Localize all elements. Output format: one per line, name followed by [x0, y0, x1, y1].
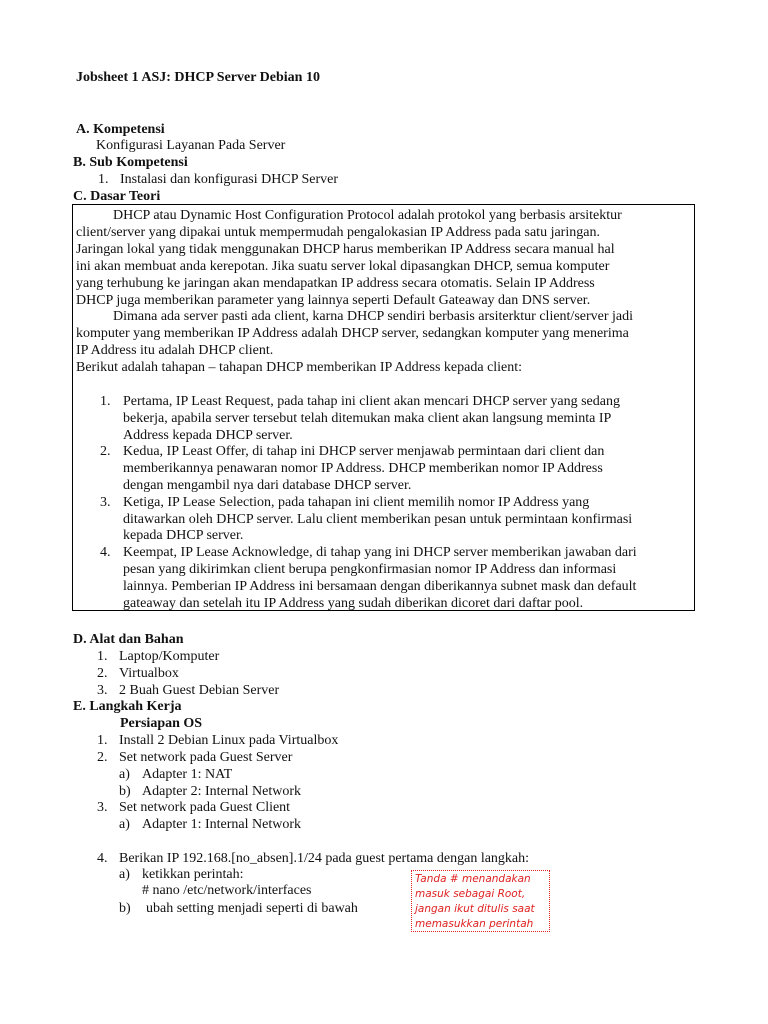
step-line: kepada DHCP server.: [123, 528, 244, 543]
sublist-item: ubah setting menjadi seperti di bawah: [146, 901, 358, 916]
sublist-item: Adapter 1: NAT: [142, 767, 233, 782]
list-item: Instalasi dan konfigurasi DHCP Server: [120, 172, 338, 187]
step-number: 3.: [100, 495, 111, 510]
list-item: Virtualbox: [119, 666, 179, 681]
sublist-letter: a): [119, 867, 130, 882]
step-line: lainnya. Pemberian IP Address ini bersamaan dengan diberikannya subnet mask dan default: [123, 579, 637, 594]
theory-line: Dimana ada server pasti ada client, karna DHCP sendiri berbasis arsiterktur client/server jadi: [113, 309, 634, 324]
list-number: 2.: [97, 750, 108, 765]
sublist-letter: a): [119, 817, 130, 832]
list-item: 2 Buah Guest Debian Server: [119, 683, 280, 698]
theory-line: DHCP juga memberikan parameter yang lainnya seperti Default Gateaway dan DNS server.: [76, 293, 591, 308]
section-e-heading: E. Langkah Kerja: [73, 699, 182, 714]
list-item: Set network pada Guest Server: [119, 750, 293, 765]
list-number: 3.: [97, 683, 108, 698]
step-number: 1.: [100, 394, 111, 409]
step-line: Kedua, IP Least Offer, di tahap ini DHCP server menjawab permintaan dari client dan: [123, 444, 605, 459]
step-line: Ketiga, IP Lease Selection, pada tahapan ini client memilih nomor IP Address yang: [123, 495, 590, 510]
list-item: Set network pada Guest Client: [119, 800, 291, 815]
section-b-heading: B. Sub Kompetensi: [73, 155, 188, 170]
step-line: Address kepada DHCP server.: [123, 428, 293, 443]
step-line: gateaway dan setelah itu IP Address yang sudah diberikan dicoret dari daftar pool.: [123, 596, 584, 611]
step-line: dengan mengambil nya dari database DHCP server.: [123, 478, 412, 493]
step-line: Keempat, IP Lease Acknowledge, di tahap yang ini DHCP server memberikan jawaban dari: [123, 545, 637, 560]
theory-line: komputer yang memberikan IP Address adalah DHCP server, sedangkan komputer yang menerima: [76, 326, 629, 341]
note-line: masuk sebagai Root,: [415, 888, 526, 900]
section-a-heading: A. Kompetensi: [76, 122, 165, 137]
sublist-item: ketikkan perintah:: [142, 867, 244, 882]
section-a-text: Konfigurasi Layanan Pada Server: [96, 138, 286, 153]
note-line: memasukkan perintah: [415, 918, 534, 930]
theory-line: Jaringan lokal yang tidak menggunakan DHCP harus memberikan IP Address secara manual hal: [76, 242, 615, 257]
theory-line: Berikut adalah tahapan – tahapan DHCP memberikan IP Address kepada client:: [76, 360, 523, 375]
theory-line: client/server yang dipakai untuk mempermudah pengalokasian IP Address pada satu jaringan.: [76, 225, 600, 240]
list-number: 1.: [97, 649, 108, 664]
step-line: Pertama, IP Least Request, pada tahap ini client akan mencari DHCP server yang sedang: [123, 394, 620, 409]
list-item: Laptop/Komputer: [119, 649, 220, 664]
step-line: bekerja, apabila server tersebut telah ditemukan maka client akan langsung meminta IP: [123, 411, 612, 426]
sublist-letter: b): [119, 784, 131, 799]
section-e-subheading: Persiapan OS: [120, 716, 203, 731]
sublist-item: Adapter 1: Internal Network: [142, 817, 301, 832]
sublist-letter: b): [119, 901, 131, 916]
command-text: # nano /etc/network/interfaces: [142, 883, 312, 898]
step-line: memberikannya penawaran nomor IP Address. DHCP memberikan nomor IP Address: [123, 461, 603, 476]
sublist-letter: a): [119, 767, 130, 782]
page-title: Jobsheet 1 ASJ: DHCP Server Debian 10: [76, 70, 320, 85]
list-number: 2.: [97, 666, 108, 681]
theory-line: DHCP atau Dynamic Host Configuration Protocol adalah protokol yang berbasis arsitektur: [113, 208, 622, 223]
root-note-box: [411, 870, 550, 932]
list-number: 1.: [97, 733, 108, 748]
note-line: jangan ikut ditulis saat: [415, 903, 535, 915]
step-number: 4.: [100, 545, 111, 560]
step-number: 2.: [100, 444, 111, 459]
list-number: 4.: [97, 851, 108, 866]
section-c-heading: C. Dasar Teori: [73, 189, 161, 204]
theory-line: ini akan membuat anda kerepotan. Jika suatu server lokal dipasangkan DHCP, semua komputer: [76, 259, 610, 274]
note-line: Tanda # menandakan: [415, 873, 531, 885]
list-number: 1.: [98, 172, 109, 187]
step-line: ditawarkan oleh DHCP server. Lalu client memberikan pesan untuk permintaan konfirmasi: [123, 512, 633, 527]
theory-line: IP Address itu adalah DHCP client.: [76, 343, 274, 358]
section-d-heading: D. Alat dan Bahan: [73, 632, 184, 647]
list-item: Berikan IP 192.168.[no_absen].1/24 pada guest pertama dengan langkah:: [119, 851, 530, 866]
list-number: 3.: [97, 800, 108, 815]
sublist-item: Adapter 2: Internal Network: [142, 784, 301, 799]
theory-line: yang terhubung ke jaringan akan mendapatkan IP address secara otomatis. Selain IP Address: [76, 276, 595, 291]
step-line: pesan yang dikirimkan client berupa pengkonfirmasian nomor IP Address dan informasi: [123, 562, 617, 577]
list-item: Install 2 Debian Linux pada Virtualbox: [119, 733, 339, 748]
